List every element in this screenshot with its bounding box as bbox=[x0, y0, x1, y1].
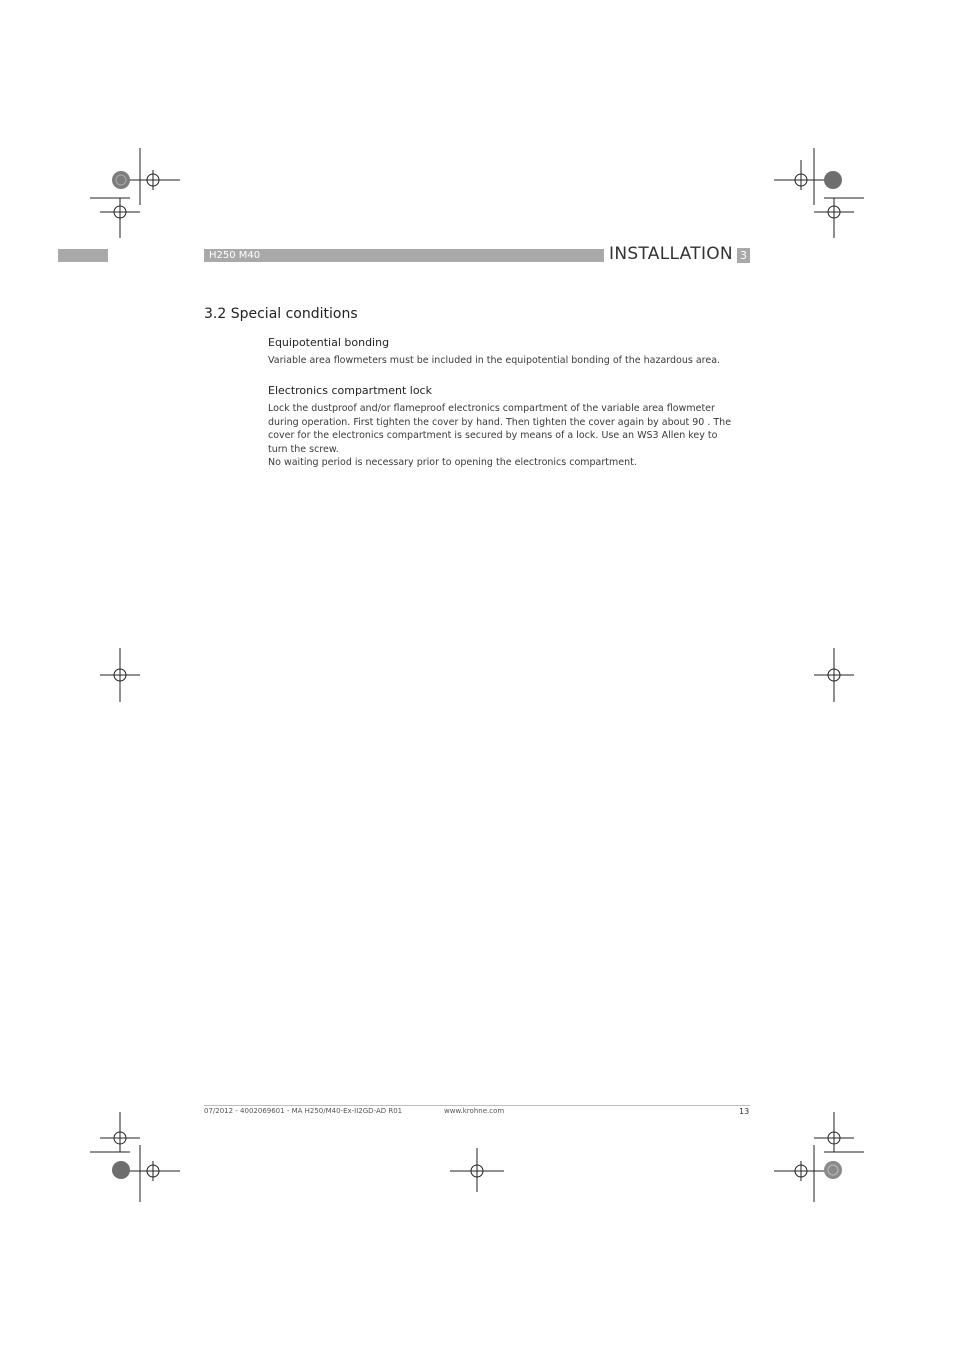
header-bar bbox=[204, 249, 604, 262]
header-left-block bbox=[58, 249, 108, 262]
footer-doc-info: 07/2012 - 4002069601 - MA H250/M40-Ex-II2GD-AD R01 bbox=[204, 1107, 403, 1115]
paragraph-line: Variable area flowmeters must be included in the equipotential bonding of the hazardous area. bbox=[268, 355, 721, 366]
paragraph-line: No waiting period is necessary prior to opening the electronics compartment. bbox=[268, 457, 637, 469]
paragraph-line: cover for the electronics compartment is secured by means of a lock. Use an WS3 Allen key to bbox=[268, 430, 718, 442]
header-model: H250 M40 bbox=[209, 250, 261, 261]
subsection-heading-equipotential: Equipotential bonding bbox=[268, 336, 390, 349]
page-number: 13 bbox=[739, 1107, 750, 1116]
paragraph-lock bbox=[268, 402, 750, 470]
subsection-heading-lock: Electronics compartment lock bbox=[268, 384, 432, 397]
paragraph-line: during operation. First tighten the cover by hand. Then tighten the cover again by about 90 . The bbox=[268, 416, 732, 428]
paragraph-line: Lock the dustproof and/or flameproof electronics compartment of the variable area flowmeter bbox=[268, 403, 715, 414]
chapter-title: INSTALLATION bbox=[609, 244, 733, 264]
paragraph-line: turn the screw. bbox=[268, 443, 339, 455]
chapter-number-badge: 3 bbox=[737, 248, 750, 263]
footer-website[interactable]: www.krohne.com bbox=[444, 1107, 505, 1115]
section-title: 3.2 Special conditions bbox=[204, 306, 358, 322]
paragraph-equipotential bbox=[268, 354, 750, 368]
